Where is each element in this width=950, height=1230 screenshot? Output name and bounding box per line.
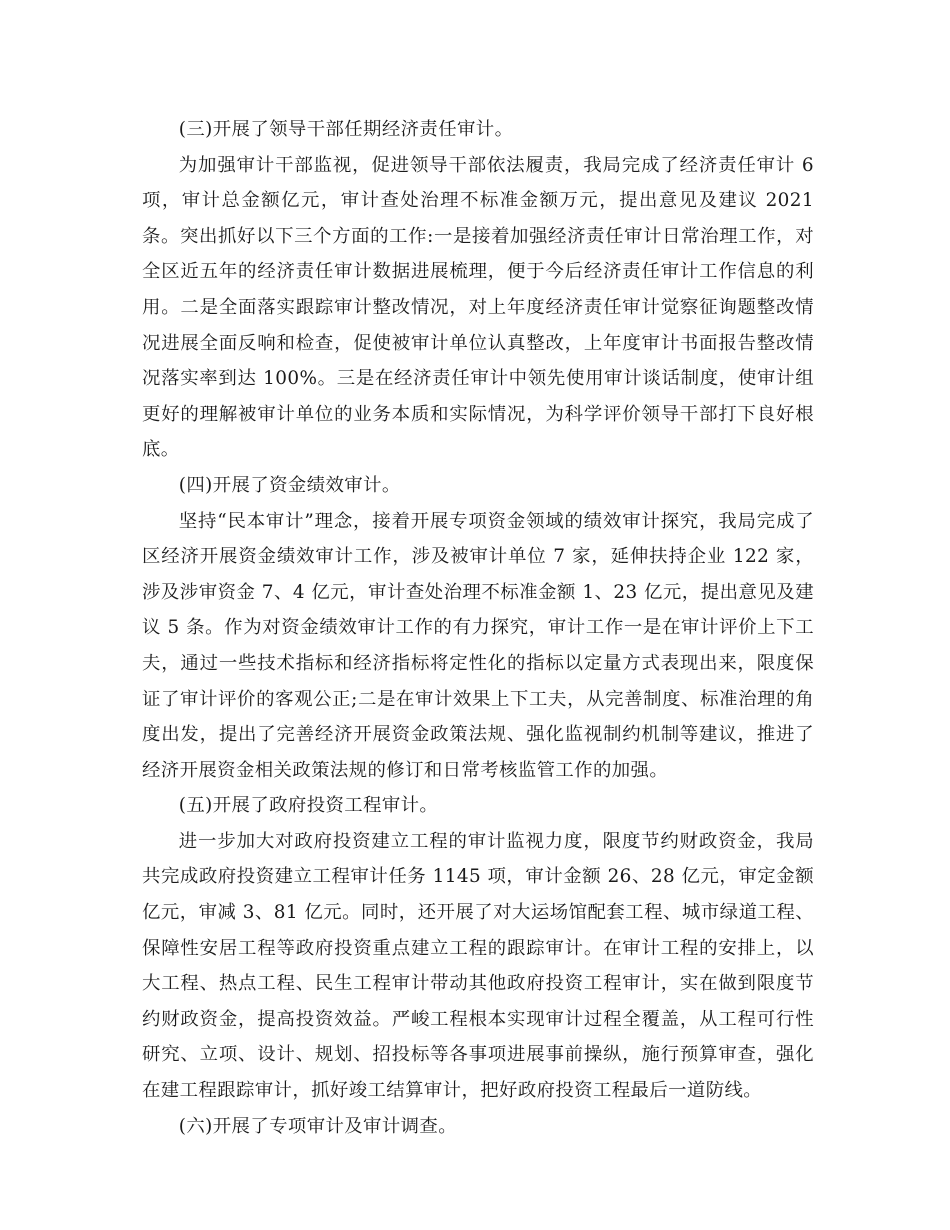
section-paragraph-4: 坚持“民本审计”理念，接着开展专项资金领域的绩效审计探究，我局完成了区经济开展资金绩效审计工作，涉及被审计单位 7 家，延伸扶持企业 122 家，涉及涉审资金 7、4 亿元，审计查处治理不标准金额 1、23 亿元，提出意见及建议 5 条。作为对资金绩效审计工作的有力探究，审计工作一是在审计评价上下工夫，通过一些技术指标和经济指标将定性化的指标以定量方式表现出来，限度保证了审计评价的客观公正;二是在审计效果上下工夫，从完善制度、标准治理的角度出发，提出了完善经济开展资金政策法规、强化监视制约机制等建议，推进了经济开展资金相关政策法规的修订和日常考核监管工作的加强。: [142, 510, 814, 781]
section-heading-6: (六)开展了专项审计及审计调查。: [178, 1115, 458, 1137]
section-heading-4: (四)开展了资金绩效审计。: [178, 474, 401, 496]
section-paragraph-3: 为加强审计干部监视，促进领导干部依法履责，我局完成了经济责任审计 6 项，审计总金额亿元，审计查处治理不标准金额万元，提出意见及建议 2021 条。突出抓好以下三个方面的工作:一是接着加强经济责任审计日常治理工作，对全区近五年的经济责任审计数据进展梳理，便于今后经济责任审计工作信息的利用。二是全面落实跟踪审计整改情况，对上年度经济责任审计觉察征询题整改情况进展全面反响和检查，促使被审计单位认真整改，上年度审计书面报告整改情况落实率到达 100%。三是在经济责任审计中领先使用审计谈话制度，使审计组更好的理解被审计单位的业务本质和实际情况，为科学评价领导干部打下良好根底。: [142, 154, 814, 461]
section-paragraph-5: 进一步加大对政府投资建立工程的审计监视力度，限度节约财政资金，我局共完成政府投资建立工程审计任务 1145 项，审计金额 26、28 亿元，审定金额亿元，审减 3、81 亿元。同时，还开展了对大运场馆配套工程、城市绿道工程、保障性安居工程等政府投资重点建立工程的跟踪审计。在审计工程的安排上，以大工程、热点工程、民生工程审计带动其他政府投资工程审计，实在做到限度节约财政资金，提高投资效益。严峻工程根本实现审计过程全覆盖，从工程可行性研究、立项、设计、规划、招投标等各事项进展事前操纵，施行预算审查，强化在建工程跟踪审计，抓好竣工结算审计，把好政府投资工程最后一道防线。: [142, 830, 814, 1102]
section-heading-3: (三)开展了领导干部任期经济责任审计。: [178, 119, 514, 140]
section-heading-5: (五)开展了政府投资工程审计。: [178, 795, 439, 817]
document-body: [142, 112, 814, 1144]
